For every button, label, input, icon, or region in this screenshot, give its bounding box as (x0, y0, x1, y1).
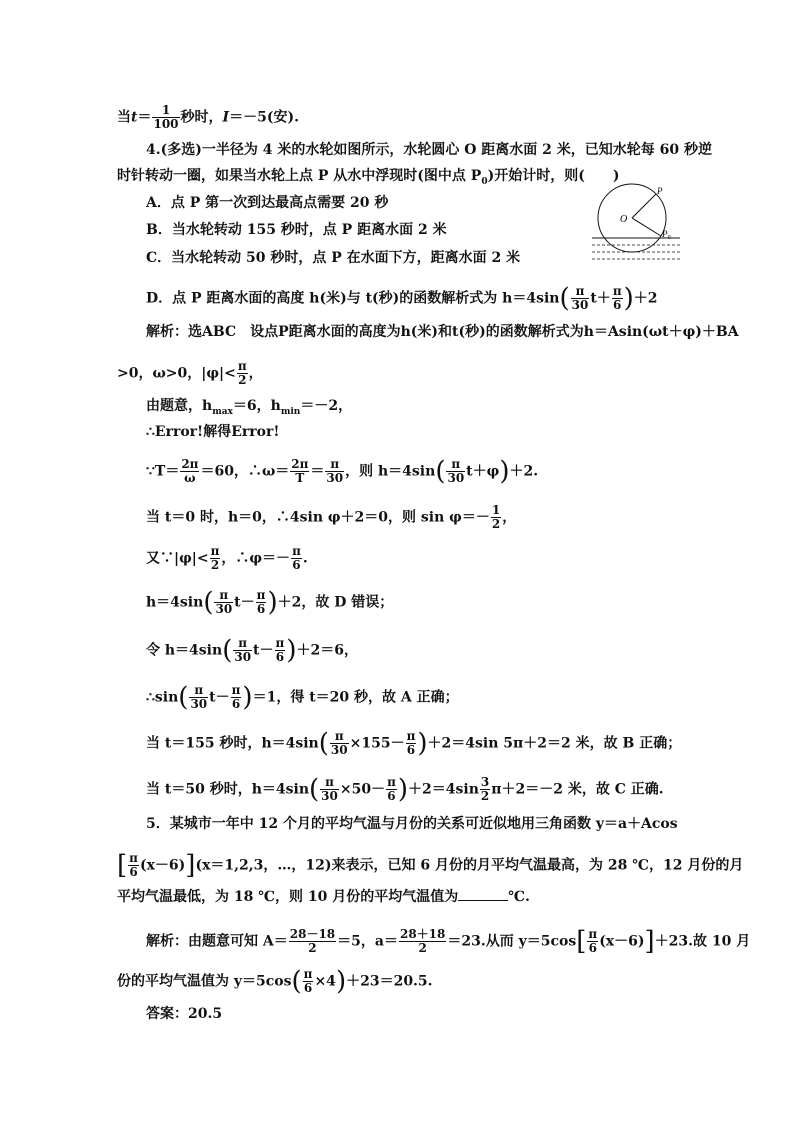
answer-final: 答案：20.5 (146, 1006, 223, 1022)
option-a: A．点 P 第一次到达最高点需要 20 秒 (146, 195, 389, 211)
option-d: D．点 P 距离水面的高度 h(米)与 t(秒)的函数解析式为 h＝4sin( $\frac{\pi}{30}$ t＋ $\frac{\pi}{6}$ )＋2 (146, 283, 658, 314)
solution-line-6: 当 t＝0 时，h＝0，∴4sin φ＋2＝0，则 sin φ＝－ $\frac{1}{2}$ ， (146, 503, 517, 531)
line-1: 当t＝ $\frac{1}{100}$ 秒时，I＝－5(安). (117, 103, 299, 131)
label-o: O (620, 214, 628, 225)
question-4-line-2: 时针转动一圈，如果当水轮上点 P 从水中浮现时(图中点 $P_0$)开始计时，则( ) (117, 168, 620, 187)
question-5-line-1: 5．某城市一年中 12 个月的平均气温与月份的关系可近似地用三角函数 y＝a＋Acos (146, 816, 678, 832)
question-5-line-3: 平均气温最低，为 18 ℃，则 10 月份的平均气温值为 ℃. (117, 886, 530, 908)
answer-blank (458, 886, 508, 901)
solution-line-8: h＝4sin( $\frac{\pi}{30}$ t－ $\frac{\pi}{6}$ )＋2，故 D 错误； (146, 587, 394, 618)
fraction: $\frac{1}{100}$ (153, 103, 179, 131)
solution-line-9: 令 h＝4sin( $\frac{\pi}{30}$ t－ $\frac{\pi}{6}$ )＋2＝6， (146, 635, 358, 666)
solution-line-4: ∴Error!解得Error! (146, 424, 280, 440)
question-4-line-1: 4.(多选)一半径为 4 米的水轮如图所示，水轮圆心 O 距离水面 2 米，已知水轮每 60 秒逆 (146, 142, 713, 158)
solution-line-3: 由题意，$h_{max}=6$，$h_{min}=-2$， (146, 398, 353, 417)
solution-line-10: ∴sin( $\frac{\pi}{30}$ t－ $\frac{\pi}{6}$ )＝1，得 t＝20 秒，故 A 正确； (146, 682, 459, 713)
radius-to-p (632, 194, 656, 218)
solution-line-5: ∵T＝ $\frac{2\pi}{\omega}$ ＝60，∴ω＝ $\frac{2\pi}{T}$ ＝ $\frac{\pi}{30}$ ，则 h＝4sin( $\frac{\pi}{30}$ t＋φ)＋2. (146, 456, 539, 487)
solution-line-11: 当 t＝155 秒时，h＝4sin( $\frac{\pi}{30}$ ×155－ $\frac{\pi}{6}$ )＋2＝4sin 5π＋2＝2 米，故 B 正确； (146, 728, 682, 759)
question-5-line-2: [ $\frac{\pi}{6}$ (x－6)](x＝1,2,3，…，12)来表示，已知 6 月份的月平均气温最高，为 28 ℃，12 月份的月 (117, 850, 744, 881)
answer-5-line-1: 解析：由题意可知 A＝ $\frac{28-18}{2}$ ＝5，a＝ $\frac{28+18}{2}$ ＝23.从而 y＝5cos[ $\frac{\pi}{6}$ (x－6)]＋23.故 10 月 (146, 926, 751, 957)
solution-line-7: 又∵|φ|< $\frac{\pi}{2}$ ，∴φ＝－ $\frac{\pi}{6}$ . (146, 544, 308, 572)
label-p0: $P_0$ (662, 229, 671, 241)
solution-line-2: >0，ω>0，|φ|< $\frac{\pi}{2}$ ， (117, 359, 263, 387)
option-b: B．当水轮转动 155 秒时，点 P 距离水面 2 米 (146, 222, 447, 238)
solution-line-12: 当 t＝50 秒时，h＝4sin( $\frac{\pi}{30}$ ×50－ $\frac{\pi}{6}$ )＋2＝4sin $\frac{3}{2}$ π＋2＝－2 米，故 C 正确. (146, 774, 664, 805)
answer-5-line-2: 份的平均气温值为 y＝5cos( $\frac{\pi}{6}$ ×4)＋23＝20.5. (117, 966, 433, 997)
option-c: C．当水轮转动 50 秒时，点 P 在水面下方，距离水面 2 米 (146, 250, 521, 266)
radius-to-p0 (632, 218, 661, 236)
solution-line-1: 解析：选ABC 设点P距离水面的高度为h(米)和t(秒)的函数解析式为h＝Asin(ωt＋φ)＋BA (146, 324, 739, 340)
water-wheel-figure (590, 182, 682, 266)
label-p: P (657, 186, 663, 196)
